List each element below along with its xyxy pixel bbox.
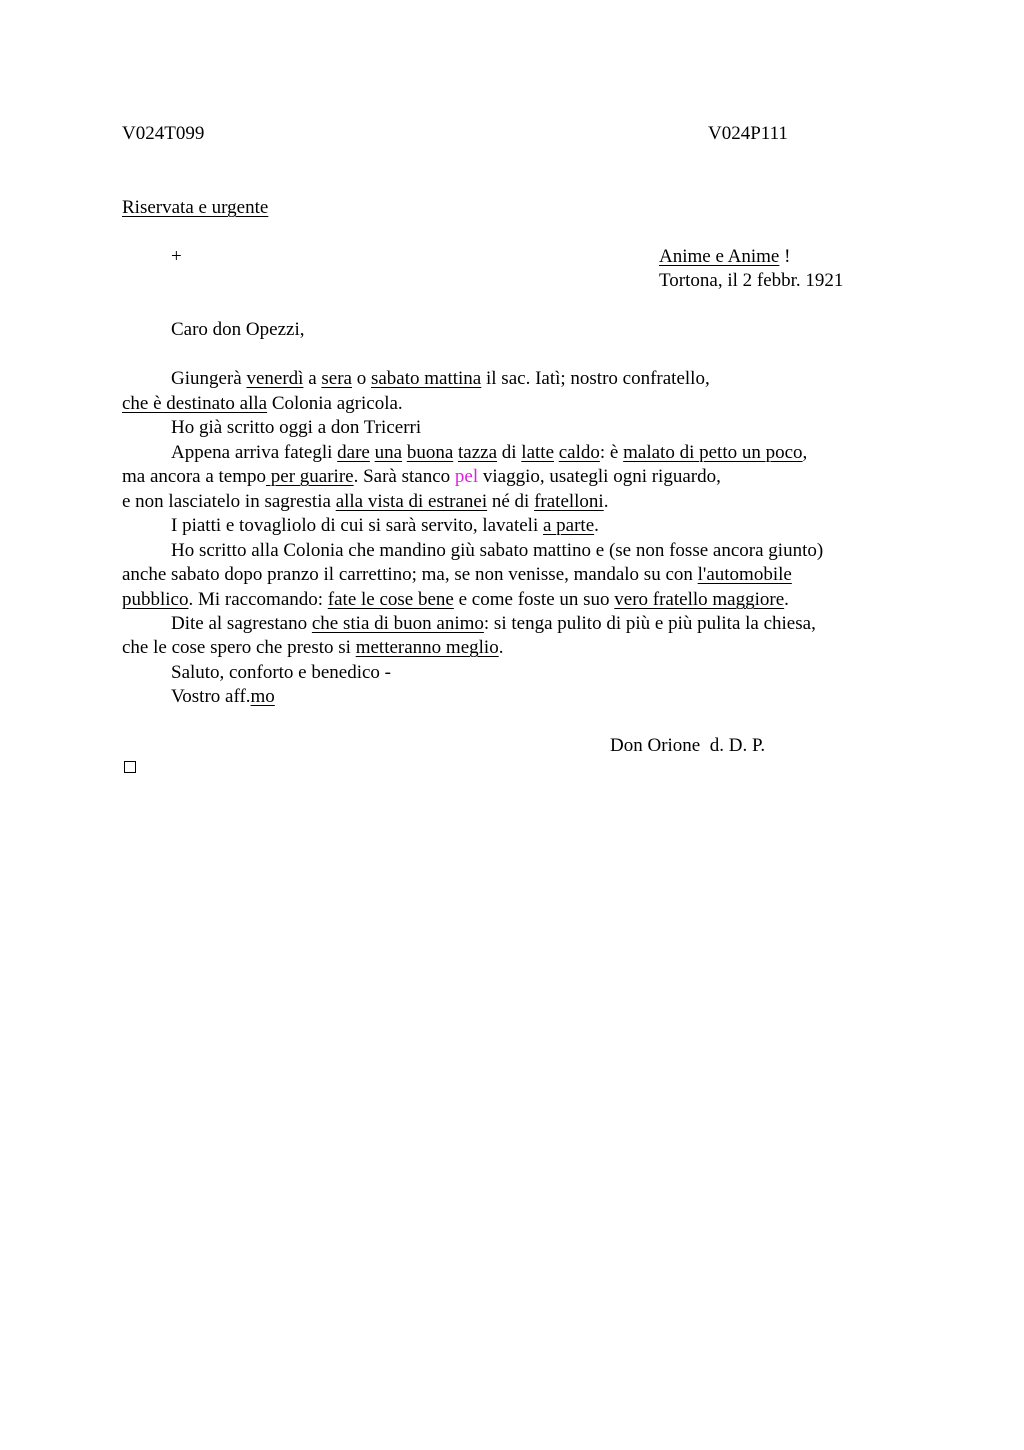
body-line <box>122 392 403 416</box>
underlined-span: fratelloni <box>534 491 604 512</box>
body-line <box>122 636 503 660</box>
text-span: ma ancora a tempo <box>122 466 267 487</box>
text-span: viaggio, usategli ogni riguardo, <box>478 466 721 487</box>
text-span: . <box>784 589 789 610</box>
text-span: . <box>498 637 504 658</box>
motto <box>659 245 790 269</box>
body-line <box>122 588 789 612</box>
document-ref-left: V024T099 <box>122 123 205 144</box>
body-line <box>171 367 710 391</box>
text-span: : si tenga pulito di più e più pulita la chiesa, <box>483 613 816 634</box>
closing-greeting: Saluto, conforto e benedico - <box>171 662 392 683</box>
body-line <box>171 612 816 636</box>
body-line <box>171 514 599 538</box>
underlined-span: alla vista di estranei <box>335 491 488 512</box>
underlined-span: che è destinato alla <box>122 393 268 414</box>
body-line: Ho scritto alla Colonia che mandino giù sabato mattino e (se non fosse ancora giunto) <box>171 540 824 561</box>
text-span: né di <box>487 491 535 512</box>
underlined-span: vero fratello maggiore <box>614 589 785 610</box>
motto-text: Anime e Anime <box>659 246 780 267</box>
highlighted-word: pel <box>454 466 479 487</box>
closing-formula <box>171 685 275 709</box>
underlined-span: mo <box>250 686 275 707</box>
underlined-span: fate le cose bene <box>327 589 454 610</box>
text-span: . <box>603 491 609 512</box>
text-span: Giungerà <box>171 368 247 389</box>
body-line <box>171 441 807 465</box>
text-span: . <box>594 515 599 536</box>
body-line: Ho già scritto oggi a don Tricerri <box>171 417 422 438</box>
underlined-span: caldo <box>558 442 600 463</box>
text-span: che le cose spero che presto si <box>122 637 356 658</box>
text-span: di <box>497 442 522 463</box>
signature: Don Orione d. D. P. <box>610 735 766 756</box>
underlined-span: metteranno meglio <box>355 637 499 658</box>
text-span: Dite al sagrestano <box>171 613 312 634</box>
text-span: il sac. Iatì; nostro confratello, <box>481 368 710 389</box>
text-span: Appena arriva fategli <box>171 442 338 463</box>
underlined-span: per guarire <box>266 466 354 487</box>
underlined-span: venerdì <box>246 368 304 389</box>
confidential-note: Riservata e urgente <box>122 197 269 218</box>
underlined-span: buona <box>406 442 454 463</box>
underlined-span: pubblico <box>122 589 189 610</box>
underlined-span: dare <box>337 442 370 463</box>
text-span: . Sarà stanco <box>353 466 455 487</box>
text-span: o <box>351 368 371 389</box>
text-span: e come foste un suo <box>453 589 615 610</box>
text-span: I piatti e tovagliolo di cui si sarà servito, lavateli <box>171 515 543 536</box>
text-span: Vostro aff. <box>171 686 251 707</box>
body-line <box>122 490 608 514</box>
underlined-span: sabato mattina <box>370 368 482 389</box>
end-square-icon <box>124 761 136 773</box>
body-line <box>122 465 721 489</box>
text-span: anche sabato dopo pranzo il carrettino; ma, se non venisse, mandalo su con <box>122 564 698 585</box>
salutation: Caro don Opezzi, <box>171 319 305 340</box>
text-span: Colonia agricola. <box>267 393 403 414</box>
underlined-span: sera <box>321 368 352 389</box>
text-span: a <box>303 368 322 389</box>
underlined-span: a parte <box>542 515 595 536</box>
underlined-span: l'automobile <box>697 564 792 585</box>
text-span: : è <box>599 442 624 463</box>
underlined-span: latte <box>521 442 554 463</box>
text-span: . Mi raccomando: <box>188 589 328 610</box>
body-line <box>122 563 792 587</box>
document-ref-right: V024P111 <box>708 123 788 144</box>
underlined-span: malato di petto un poco <box>623 442 803 463</box>
cross-symbol: + <box>171 246 182 267</box>
underlined-span: una <box>374 442 403 463</box>
text-span: , <box>802 442 808 463</box>
underlined-span: che stia di buon animo <box>311 613 484 634</box>
underlined-span: tazza <box>458 442 498 463</box>
place-date: Tortona, il 2 febbr. 1921 <box>659 270 844 291</box>
text-span: e non lasciatelo in sagrestia <box>122 491 336 512</box>
motto-suffix: ! <box>779 246 791 267</box>
